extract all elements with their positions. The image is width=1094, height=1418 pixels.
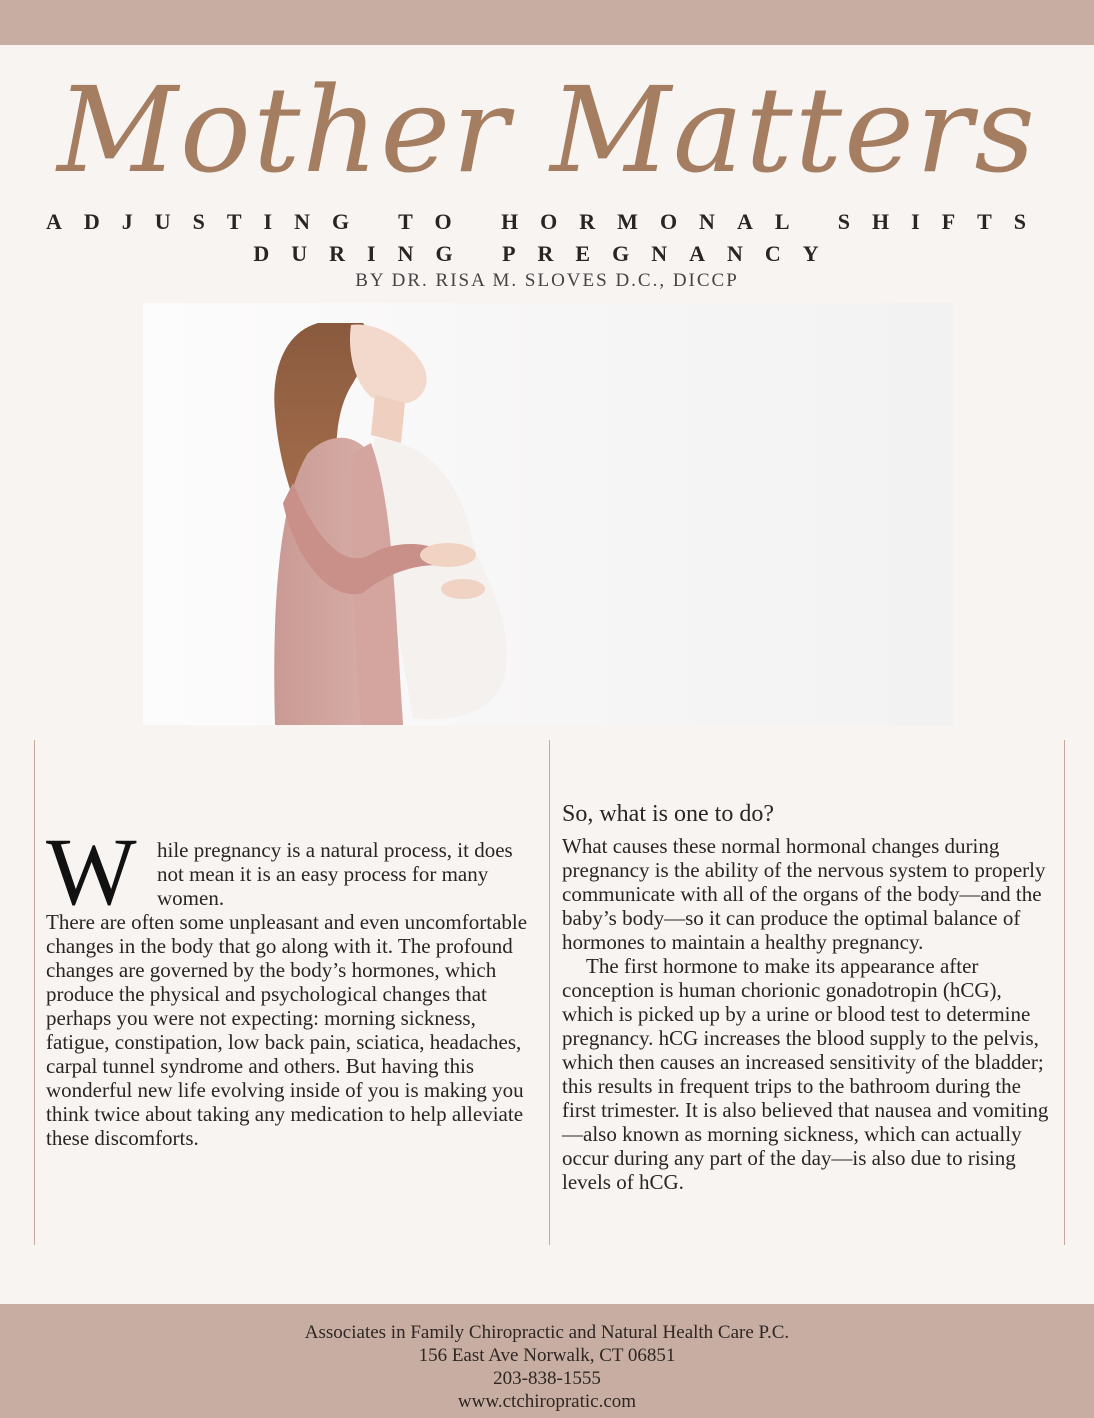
footer-website[interactable]: www.ctchiropratic.com	[457, 1391, 637, 1412]
left-body-text: There are often some unpleasant and even uncomfortable changes in the body that go along with it. The profound changes are governed by the body’s hormones, which produce the physical and psychological changes that perhaps you were not expecting: morning sickness, fatigue, constipation, low back pain, sciatica, headaches, carpal tunnel syndrome and others. But having this wonderful new life evolving inside of you is making you think twice about taking any medication to help alleviate these discomforts.	[46, 910, 528, 1150]
article-left-column	[46, 818, 538, 1150]
column-rule-right	[1064, 740, 1065, 1245]
masthead-title: Mother Matters	[57, 61, 1037, 199]
right-paragraph-2: The first hormone to make its appearance after conception is human chorionic gonadotropin (hCG), which is picked up by a urine or blood test to determine pregnancy. hCG increases the blood supply to the pelvis, which then causes an increased sensitivity of the bladder; this results in frequent trips to the bathroom during the first trimester. It is also believed that nausea and vomiting—also known as morning sickness, which can actually occur during any part of the day—is also due to rising levels of hCG.	[562, 954, 1049, 1194]
lead-text: hile pregnancy is a natural process, it does not mean it is an easy process for many women.	[157, 838, 513, 910]
article-subtitle: ADJUSTING TO HORMONAL SHIFTS DURING PREGNANCY	[45, 209, 1049, 266]
pregnant-woman-photo	[143, 303, 953, 725]
column-rule-middle	[549, 740, 550, 1245]
footer-phone: 203-838-1555	[493, 1368, 601, 1389]
article-byline: BY DR. RISA M. SLOVES D.C., DICCP	[355, 270, 739, 291]
column-rule-left	[34, 740, 35, 1245]
right-paragraph-1: What causes these normal hormonal changes during pregnancy is the ability of the nervous system to properly communicate with all of the organs of the body—and the baby’s body—so it can produce the optimal balance of hormones to maintain a healthy pregnancy.	[562, 834, 1046, 954]
section-heading: So, what is one to do?	[562, 801, 774, 827]
footer-practice-name: Associates in Family Chiropractic and Natural Health Care P.C.	[304, 1322, 790, 1343]
lead-paragraph	[46, 818, 538, 925]
footer-address: 156 East Ave Norwalk, CT 06851	[418, 1345, 676, 1366]
article-right-column	[562, 800, 1052, 1194]
drop-cap: W	[46, 818, 137, 925]
footer	[0, 1321, 1094, 1413]
pregnant-woman-illustration	[143, 303, 953, 725]
top-band	[0, 0, 1094, 45]
